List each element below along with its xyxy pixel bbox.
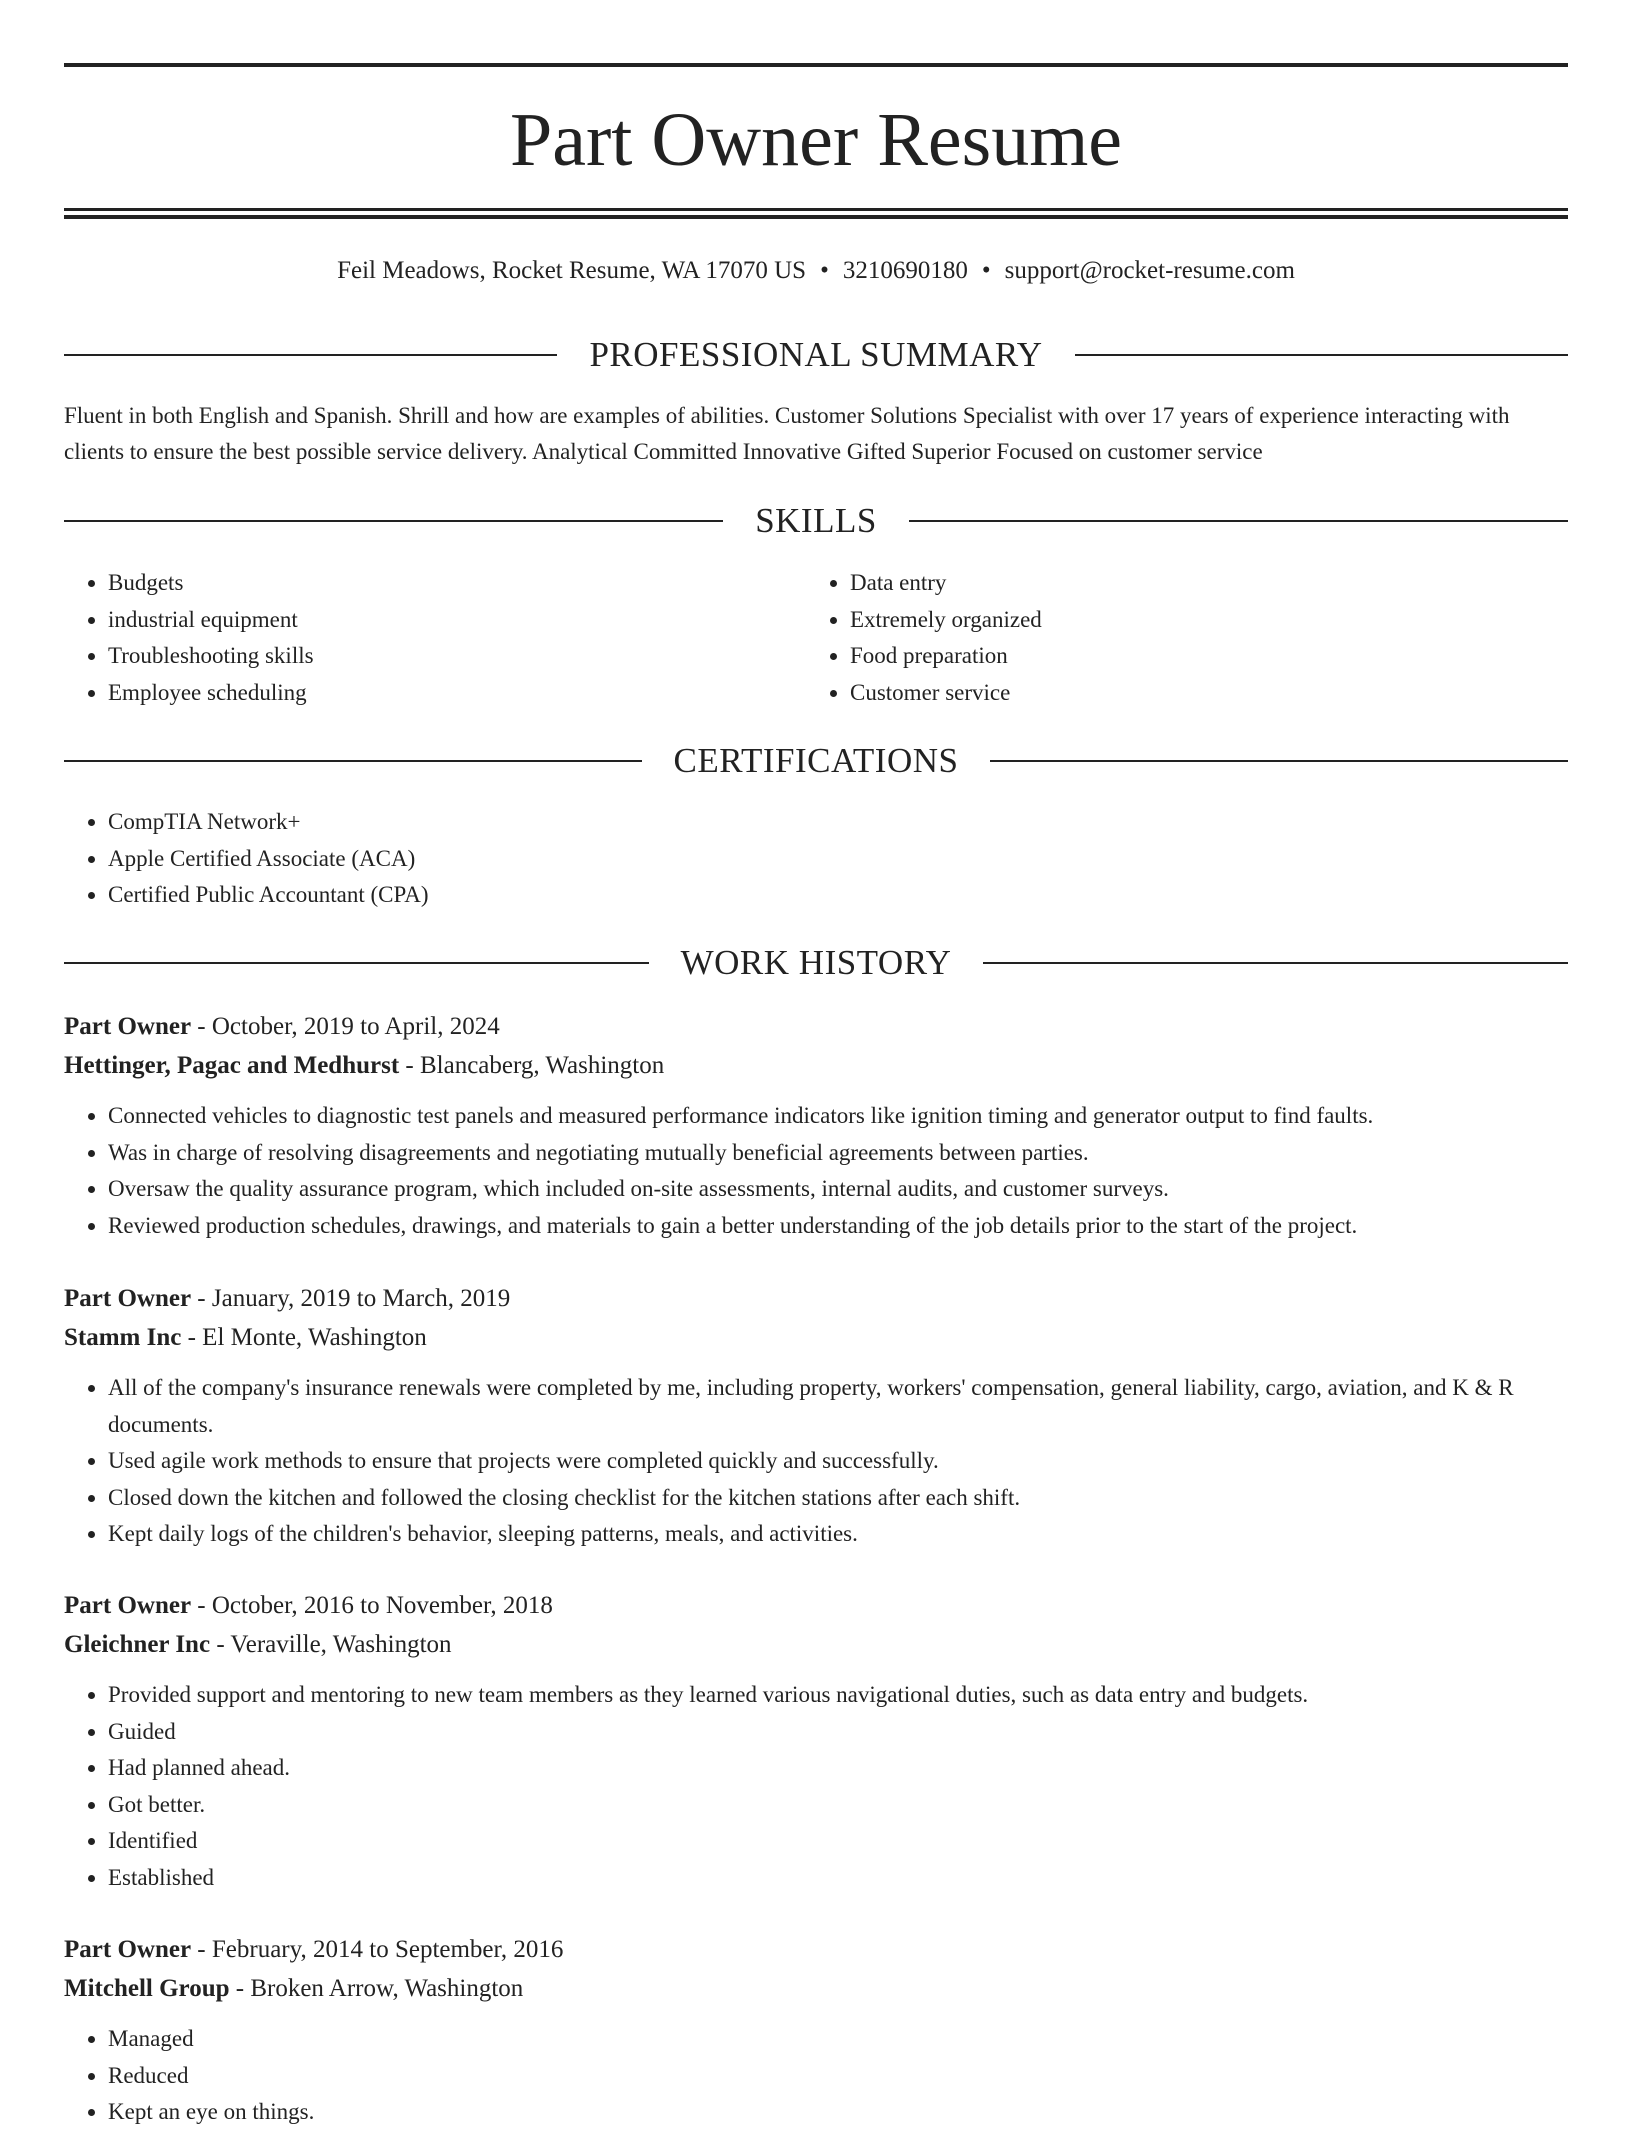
job-company-line	[64, 1969, 1568, 2009]
duty-item: • Kept an eye on things.	[108, 2094, 1568, 2131]
duty-item: • Was in charge of resolving disagreements and negotiating mutually beneficial agreements between parties.	[108, 1135, 1568, 1172]
skill-item: • Customer service	[850, 675, 1548, 712]
job-location: - Veraville, Washington	[210, 1631, 452, 1658]
job-location: - Blancaberg, Washington	[399, 1052, 665, 1079]
skill-item: • Extremely organized	[850, 602, 1548, 639]
skill-item: • Food preparation	[850, 638, 1548, 675]
section-title: WORK HISTORY	[680, 943, 952, 982]
section-title: CERTIFICATIONS	[673, 741, 959, 780]
skill-item: • Troubleshooting skills	[108, 638, 806, 675]
job-dates: - October, 2019 to April, 2024	[191, 1013, 500, 1040]
job-company: Gleichner Inc	[64, 1631, 211, 1658]
heading-rule	[64, 520, 723, 522]
job-duties	[64, 1098, 1568, 1244]
duty-item: • Guided	[108, 1714, 1568, 1751]
heading-rule	[64, 354, 557, 356]
job-location: - Broken Arrow, Washington	[229, 1975, 524, 2002]
job-company: Mitchell Group	[64, 1975, 230, 2002]
section-heading-summary	[64, 333, 1568, 377]
job-dates: - October, 2016 to November, 2018	[191, 1592, 553, 1619]
section-heading-skills	[64, 499, 1568, 543]
skills-column-left	[64, 565, 806, 711]
job-company-line	[64, 1318, 1568, 1358]
job-dates: - January, 2019 to March, 2019	[191, 1285, 511, 1312]
job-duties	[64, 1370, 1568, 1553]
duty-item: • Connected vehicles to diagnostic test panels and measured performance indicators like ignition timing and generator output to find faults.	[108, 1098, 1568, 1135]
page-title: Part Owner Resume	[509, 98, 1123, 182]
job-title: Part Owner	[64, 1285, 192, 1312]
certification-item: • CompTIA Network+	[108, 804, 1568, 841]
certification-item: • Apple Certified Associate (ACA)	[108, 841, 1568, 878]
skill-item: • Budgets	[108, 565, 806, 602]
section-heading-work-history	[64, 941, 1568, 985]
duty-item: • Identified	[108, 1823, 1568, 1860]
section-heading-certifications	[64, 739, 1568, 783]
duty-item: • Got better.	[108, 1787, 1568, 1824]
duty-item: • Kept daily logs of the children's behavior, sleeping patterns, meals, and activities.	[108, 1516, 1568, 1553]
job-title: Part Owner	[64, 1592, 192, 1619]
duty-item: • Had planned ahead.	[108, 1750, 1568, 1787]
duty-item: • Reviewed production schedules, drawings, and materials to gain a better understanding of the job details prior to the start of the project.	[108, 1208, 1568, 1245]
skills-column-right	[806, 565, 1548, 711]
heading-rule	[1075, 354, 1568, 356]
section-title: SKILLS	[755, 501, 877, 540]
heading-rule	[990, 760, 1568, 762]
duty-item: • All of the company's insurance renewals were completed by me, including property, workers' compensation, general liability, cargo, aviation, and K & R documents.	[108, 1370, 1568, 1443]
heading-rule	[909, 520, 1568, 522]
duty-item: • Established	[108, 1860, 1568, 1897]
heading-rule	[64, 962, 649, 964]
job-entry	[64, 1008, 1568, 1244]
section-title: PROFESSIONAL SUMMARY	[589, 335, 1043, 374]
heading-rule	[64, 760, 642, 762]
duty-item: • Oversaw the quality assurance program, which included on-site assessments, internal audits, and customer surveys.	[108, 1171, 1568, 1208]
contact-email: support@rocket-resume.com	[1004, 257, 1295, 284]
job-company: Hettinger, Pagac and Medhurst	[64, 1052, 400, 1079]
job-entry	[64, 1587, 1568, 1896]
job-entry	[64, 1280, 1568, 1553]
job-title-line	[64, 1587, 1568, 1625]
job-title: Part Owner	[64, 1936, 192, 1963]
duty-item: • Managed	[108, 2021, 1568, 2058]
job-duties	[64, 2021, 1568, 2131]
job-entry	[64, 1931, 1568, 2131]
summary-text: Fluent in both English and Spanish. Shrill and how are examples of abilities. Customer Solutions Specialist with over 17 years of experience interacting with clients to ensure the best possible service delivery. Analytical Committed Innovative Gifted Superior Focused on customer service	[64, 403, 1510, 464]
contact-separator: •	[981, 257, 991, 284]
job-title-line	[64, 1280, 1568, 1318]
contact-separator: •	[820, 257, 829, 284]
job-company-line	[64, 1046, 1568, 1086]
skill-item: • Employee scheduling	[108, 675, 806, 712]
job-title-line	[64, 1931, 1568, 1969]
heading-rule	[983, 962, 1568, 964]
skills-list	[64, 565, 1568, 711]
duty-item: • Provided support and mentoring to new team members as they learned various navigational duties, such as data entry and budgets.	[108, 1677, 1568, 1714]
job-duties	[64, 1677, 1568, 1896]
contact-line	[64, 254, 1568, 288]
job-company-line	[64, 1625, 1568, 1665]
skill-item: • industrial equipment	[108, 602, 806, 639]
job-title-line	[64, 1008, 1568, 1046]
job-dates: - February, 2014 to September, 2016	[191, 1936, 564, 1963]
job-company: Stamm Inc	[64, 1324, 182, 1351]
duty-item: • Used agile work methods to ensure that projects were completed quickly and successfully.	[108, 1443, 1568, 1480]
job-location: - El Monte, Washington	[181, 1324, 427, 1351]
duty-item: • Closed down the kitchen and followed the closing checklist for the kitchen stations after each shift.	[108, 1480, 1568, 1517]
certifications-list	[64, 804, 1568, 914]
certification-item: • Certified Public Accountant (CPA)	[108, 877, 1568, 914]
duty-item: • Reduced	[108, 2058, 1568, 2095]
top-rule	[64, 63, 1568, 67]
contact-address: Feil Meadows, Rocket Resume, WA 17070 US	[337, 257, 807, 284]
contact-phone: 3210690180	[842, 257, 968, 284]
title-double-rule	[64, 208, 1568, 219]
skill-item: • Data entry	[850, 565, 1548, 602]
job-title: Part Owner	[64, 1013, 192, 1040]
